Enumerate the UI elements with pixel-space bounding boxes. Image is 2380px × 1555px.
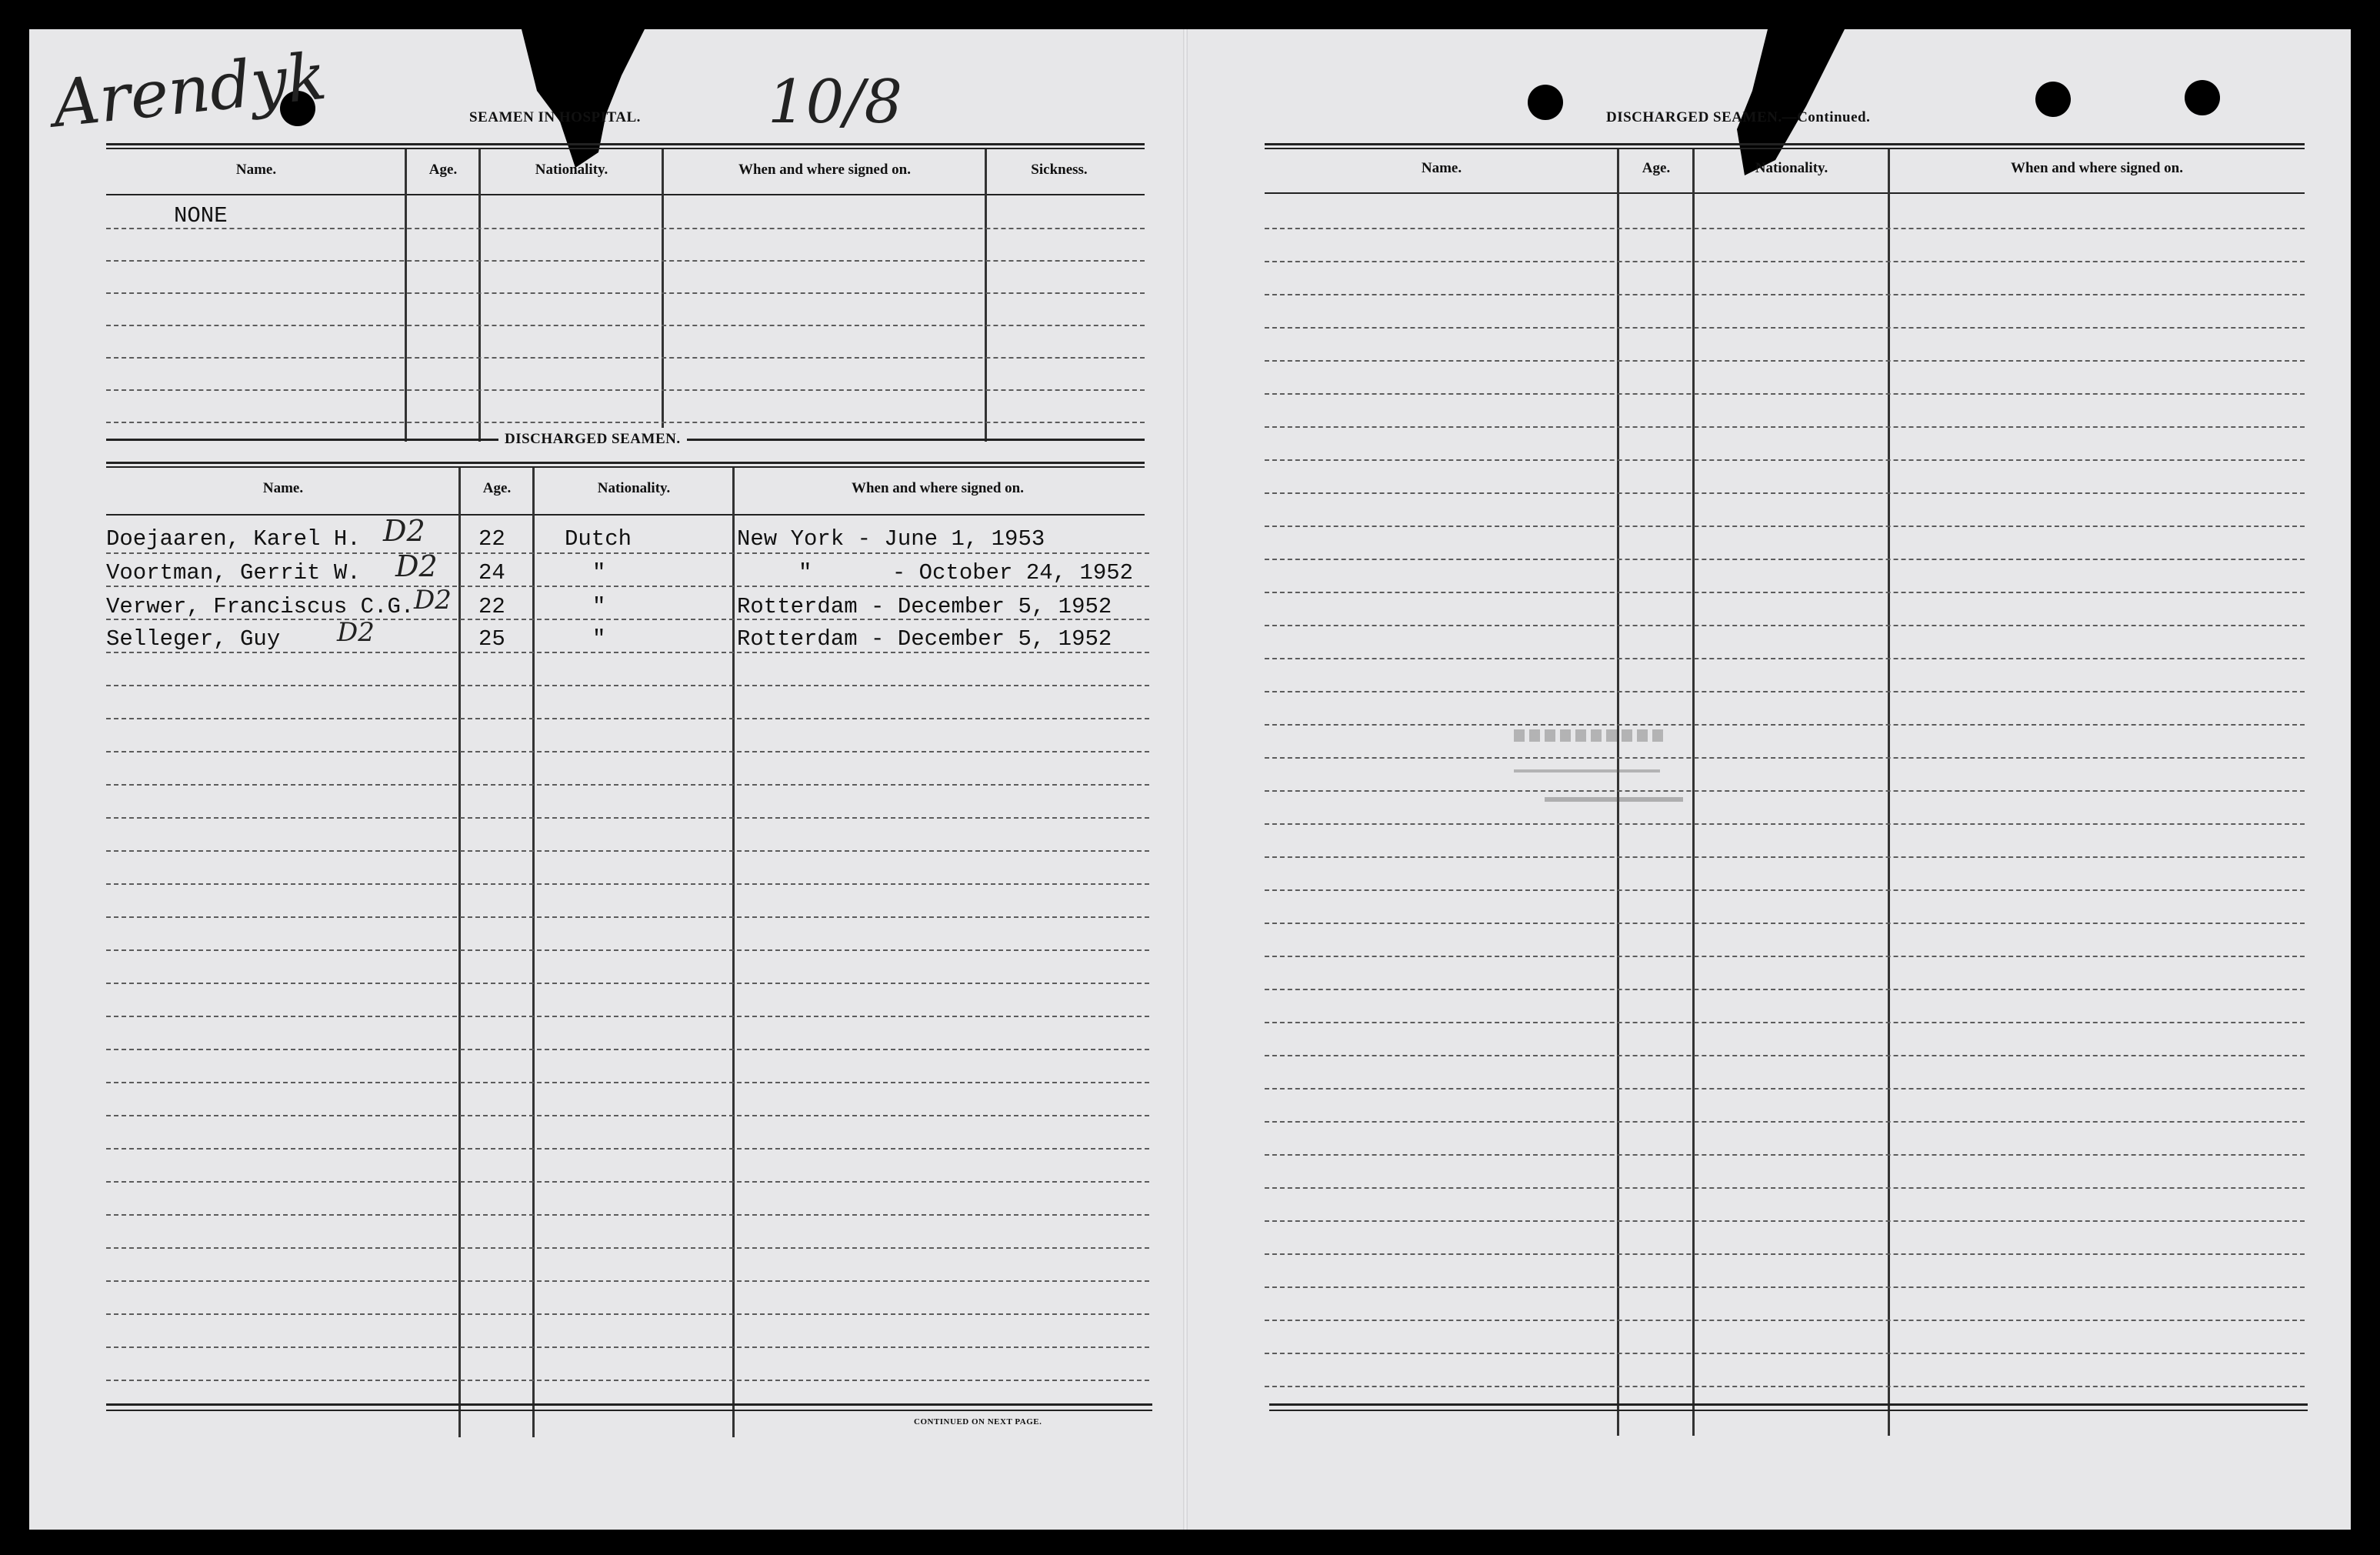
ruled-line — [106, 817, 1149, 819]
ruled-line — [106, 685, 1149, 686]
ruled-line — [106, 1346, 1149, 1348]
ruled-line — [1265, 327, 2305, 329]
ruled-line — [106, 586, 1149, 587]
discharged-col-nationality: Nationality. — [597, 480, 671, 496]
hospital-col-age: Age. — [428, 162, 458, 178]
ruled-line — [106, 1148, 1149, 1150]
ruled-line — [1265, 856, 2305, 858]
faded-stamp — [1514, 706, 1683, 806]
ruled-line — [1265, 1055, 2305, 1056]
discharge-mark: D2 — [414, 585, 452, 616]
ruled-line — [1265, 757, 2305, 759]
ruled-line — [106, 619, 1149, 620]
ruled-line — [1265, 559, 2305, 560]
continued-col-nationality: Nationality. — [1755, 160, 1828, 176]
continued-col-signed-on: When and where signed on. — [2010, 160, 2183, 176]
ruled-line — [1265, 1220, 2305, 1222]
hospital-col-name: Name. — [235, 162, 277, 178]
handwritten-date-mark: 10/8 — [768, 68, 903, 137]
seaman-nationality: Dutch — [565, 526, 632, 552]
ruled-line — [106, 1247, 1149, 1249]
ruled-line — [1265, 1022, 2305, 1023]
ruled-line — [1265, 1154, 2305, 1156]
discharged-col-name: Name. — [262, 480, 304, 496]
hospital-col-sickness: Sickness. — [1031, 162, 1088, 178]
torn-edge — [491, 29, 691, 183]
ruled-line — [1265, 724, 2305, 726]
seaman-signed-on: " - October 24, 1952 — [798, 560, 1134, 586]
seaman-signed-on: New York - June 1, 1953 — [737, 526, 1045, 552]
punch-hole — [1528, 85, 1563, 120]
ruled-line — [1265, 691, 2305, 692]
seaman-age: 22 — [478, 526, 505, 552]
seaman-name: Verwer, Franciscus C.G. — [106, 594, 415, 619]
ruled-line — [1265, 790, 2305, 792]
ruled-line — [106, 1214, 1149, 1216]
page-fold — [1183, 29, 1188, 1530]
seaman-name: Doejaaren, Karel H. — [106, 526, 361, 552]
ruled-line — [1265, 526, 2305, 527]
seaman-nationality: " — [592, 560, 606, 586]
seaman-name: Selleger, Guy — [106, 626, 281, 652]
ruled-line — [1265, 294, 2305, 295]
hospital-col-nationality: Nationality. — [535, 162, 608, 178]
ruled-line — [1265, 823, 2305, 825]
seaman-age: 24 — [478, 560, 505, 586]
ruled-line — [106, 883, 1149, 885]
ruled-line — [1265, 459, 2305, 461]
ruled-line — [1265, 1187, 2305, 1189]
ruled-line — [1265, 989, 2305, 990]
ruled-line — [1265, 956, 2305, 957]
ruled-line — [106, 1049, 1149, 1050]
ruled-line — [1265, 625, 2305, 626]
seaman-age: 25 — [478, 626, 505, 652]
ruled-line — [106, 1082, 1149, 1083]
ruled-line — [1265, 261, 2305, 262]
ruled-line — [106, 718, 1149, 719]
ruled-line — [106, 850, 1149, 852]
ruled-line — [1265, 1253, 2305, 1255]
punch-hole — [2035, 82, 2071, 117]
ruled-line — [1265, 889, 2305, 891]
seaman-age: 22 — [478, 594, 505, 619]
ruled-line — [1265, 658, 2305, 659]
ruled-line — [1265, 1386, 2305, 1387]
ruled-line — [1265, 592, 2305, 593]
discharged-continued-title: DISCHARGED SEAMEN.—Continued. — [1606, 109, 1871, 125]
ruled-line — [106, 784, 1149, 786]
ruled-line — [106, 552, 1149, 554]
continued-col-name: Name. — [1421, 160, 1462, 176]
seamen-in-hospital-title: SEAMEN IN HOSPITAL. — [469, 109, 641, 125]
hospital-col-signed-on: When and where signed on. — [738, 162, 911, 178]
seaman-nationality: " — [592, 594, 606, 619]
ruled-line — [106, 949, 1149, 951]
ruled-line — [106, 916, 1149, 918]
ruled-line — [1265, 360, 2305, 362]
ruled-line — [106, 1016, 1149, 1017]
ruled-line — [106, 652, 1149, 653]
ruled-line — [106, 751, 1149, 752]
discharged-col-age: Age. — [482, 480, 512, 496]
ruled-line — [1265, 1320, 2305, 1321]
ruled-line — [106, 1380, 1149, 1381]
hospital-entry-none: NONE — [174, 203, 228, 229]
handwritten-ship-name: Arendyk — [48, 38, 330, 142]
manifest-sheet — [29, 29, 2351, 1530]
ruled-line — [106, 983, 1149, 984]
ruled-line — [1265, 393, 2305, 395]
ruled-line — [1265, 923, 2305, 924]
continued-col-age: Age. — [1642, 160, 1671, 176]
punch-hole — [2185, 80, 2220, 115]
ruled-line — [106, 1313, 1149, 1315]
seaman-name: Voortman, Gerrit W. — [106, 560, 361, 586]
discharged-seamen-title: DISCHARGED SEAMEN. — [498, 428, 687, 451]
seaman-signed-on: Rotterdam - December 5, 1952 — [737, 594, 1112, 619]
ruled-line — [1265, 1286, 2305, 1288]
continued-on-next-page: CONTINUED ON NEXT PAGE. — [914, 1417, 1042, 1427]
ruled-line — [106, 1115, 1149, 1116]
seaman-signed-on: Rotterdam - December 5, 1952 — [737, 626, 1112, 652]
ruled-line — [1265, 1088, 2305, 1090]
discharge-mark: D2 — [395, 549, 438, 583]
seaman-nationality: " — [592, 626, 606, 652]
ruled-line — [1265, 492, 2305, 494]
ruled-line — [1265, 1353, 2305, 1354]
discharge-mark: D2 — [337, 617, 375, 648]
ruled-line — [106, 1181, 1149, 1183]
ruled-line — [1265, 1121, 2305, 1123]
ruled-line — [1265, 426, 2305, 428]
discharge-mark: D2 — [383, 514, 425, 548]
discharged-col-signed-on: When and where signed on. — [851, 480, 1024, 496]
ruled-line — [106, 1280, 1149, 1282]
ruled-line — [1265, 228, 2305, 229]
